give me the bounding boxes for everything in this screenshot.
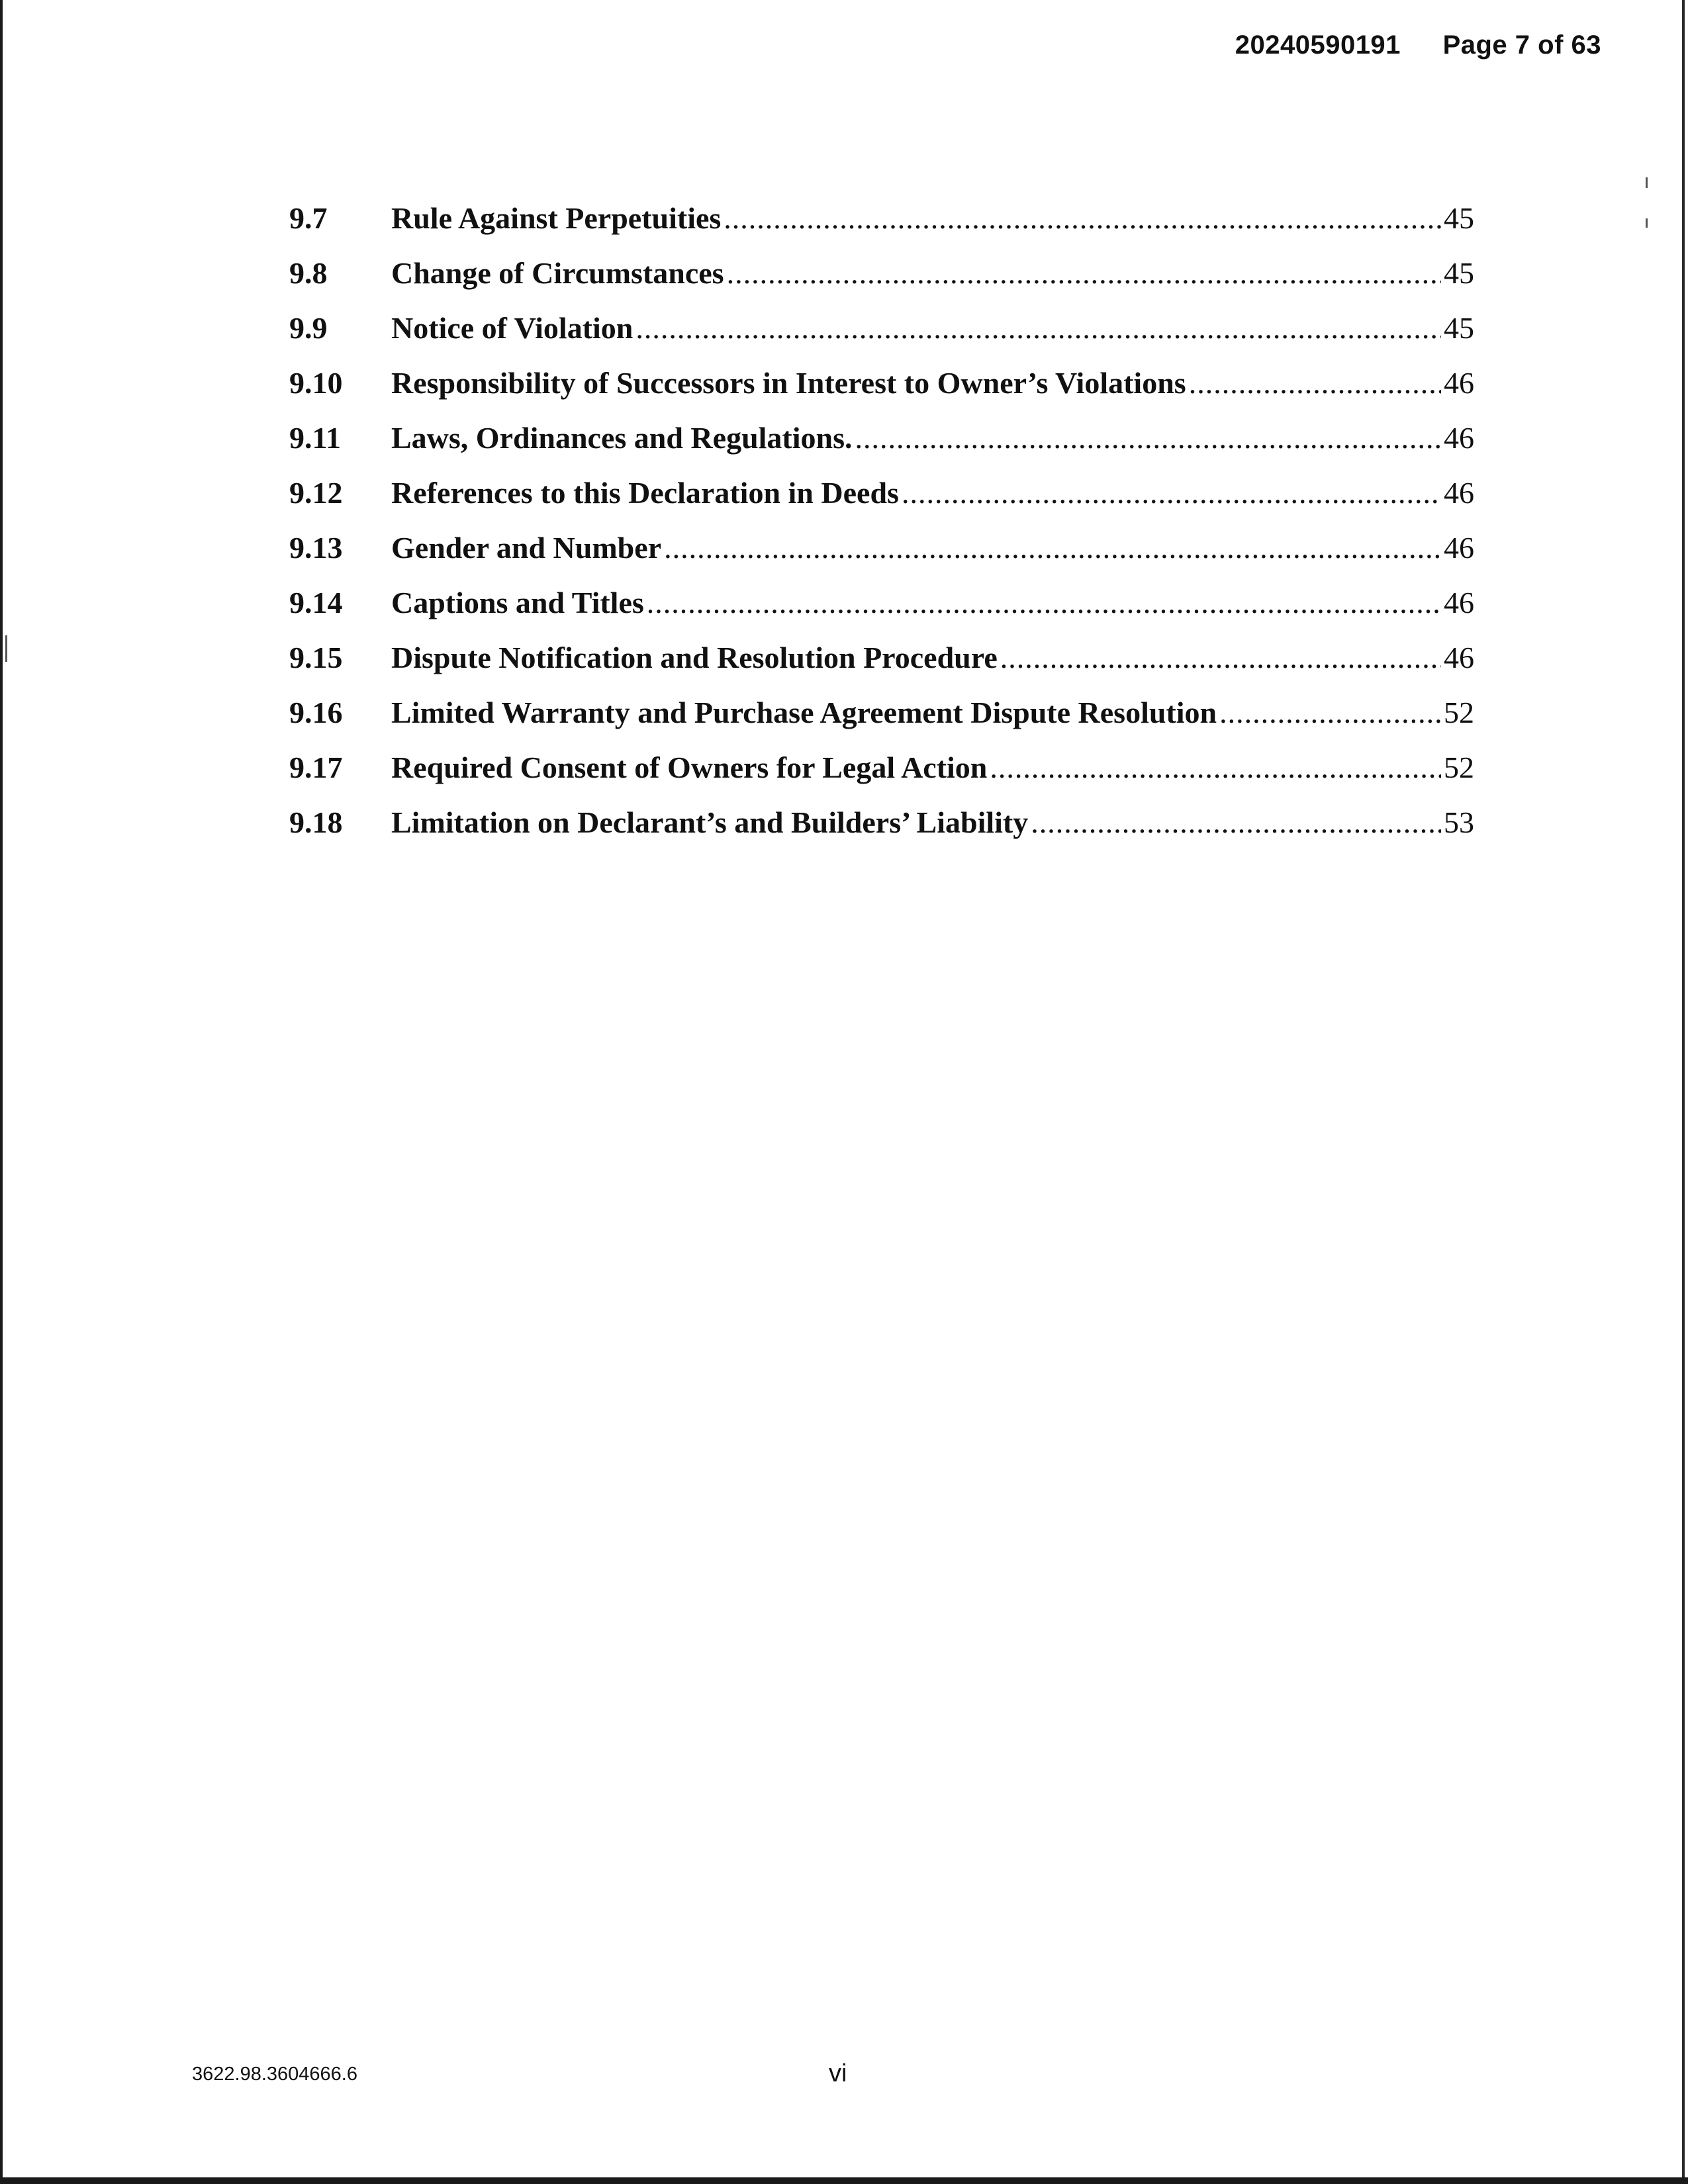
toc-entry-title: References to this Declaration in Deeds [391, 476, 899, 510]
toc-entry-number: 9.16 [289, 696, 343, 729]
toc-entry-page: 46 [1444, 586, 1474, 619]
toc-entry-number: 9.7 [289, 201, 328, 235]
footer-page-number: vi [829, 2060, 847, 2087]
toc-entry-number: 9.13 [289, 531, 343, 565]
toc-entry-number: 9.9 [289, 311, 328, 345]
toc-dot-leader [635, 310, 1441, 345]
toc-entry-title: Laws, Ordinances and Regulations. [391, 421, 853, 455]
scan-mark [1646, 218, 1648, 228]
scan-mark [5, 635, 7, 662]
toc-dot-leader [1189, 365, 1441, 400]
toc-entry [289, 255, 1474, 310]
toc-dot-leader [902, 475, 1441, 510]
toc-entry-page: 52 [1444, 696, 1474, 729]
toc-entry-page: 46 [1444, 366, 1474, 400]
toc-dot-leader [1000, 640, 1441, 675]
toc-entry [289, 640, 1474, 695]
toc-entry-page: 46 [1444, 476, 1474, 510]
toc-entry-page: 53 [1444, 805, 1474, 839]
toc-entry-number: 9.8 [289, 256, 328, 290]
toc-entry-page: 45 [1444, 311, 1474, 345]
toc-entry-title: Captions and Titles [391, 586, 644, 619]
toc-dot-leader [647, 585, 1441, 620]
toc-dot-leader [664, 530, 1441, 565]
toc-entry-title: Limitation on Declarant’s and Builders’ Liability [391, 805, 1029, 839]
toc-dot-leader [855, 420, 1441, 455]
toc-entry [289, 475, 1474, 530]
toc-entry [289, 420, 1474, 475]
toc-entry-title: Responsibility of Successors in Interest to Owner’s Violations [391, 366, 1186, 400]
toc-entry-number: 9.12 [289, 476, 343, 510]
toc-entry-page: 45 [1444, 201, 1474, 235]
page-label: Page 7 of 63 [1442, 30, 1601, 60]
scan-edge-right [1682, 0, 1685, 2184]
footer-document-id: 3622.98.3604666.6 [192, 2064, 357, 2085]
toc-dot-leader [1219, 695, 1441, 730]
document-number: 20240590191 [1235, 30, 1401, 60]
toc-entry-page: 46 [1444, 641, 1474, 674]
toc-entry-page: 46 [1444, 421, 1474, 455]
toc-entry [289, 585, 1474, 640]
toc-entry-number: 9.10 [289, 366, 343, 400]
toc-entry [289, 805, 1474, 860]
toc-entry-title: Dispute Notification and Resolution Procedure [391, 641, 998, 674]
toc-entry-page: 46 [1444, 531, 1474, 565]
toc-entry [289, 530, 1474, 585]
toc-entry-title: Notice of Violation [391, 311, 633, 345]
toc-entry-page: 52 [1444, 751, 1474, 784]
toc-entry-title: Gender and Number [391, 531, 662, 565]
toc-entry-title: Limited Warranty and Purchase Agreement Dispute Resolution [391, 696, 1217, 729]
toc-entry-page: 45 [1444, 256, 1474, 290]
toc-entry [289, 750, 1474, 805]
toc-entry-title: Change of Circumstances [391, 256, 724, 290]
toc-entry [289, 310, 1474, 365]
toc-entry-title: Rule Against Perpetuities [391, 201, 722, 235]
toc-entry-number: 9.14 [289, 586, 343, 619]
toc-entry-number: 9.11 [289, 421, 341, 455]
table-of-contents [289, 201, 1474, 860]
toc-entry-number: 9.18 [289, 805, 343, 839]
toc-entry-title: Required Consent of Owners for Legal Action [391, 751, 988, 784]
toc-dot-leader [724, 201, 1441, 236]
toc-dot-leader [1031, 805, 1441, 840]
toc-entry-number: 9.15 [289, 641, 343, 674]
toc-entry [289, 695, 1474, 750]
scan-edge-left [0, 0, 3, 2184]
toc-entry [289, 201, 1474, 255]
scan-mark [1646, 177, 1648, 188]
scan-edge-bottom [0, 2177, 1688, 2184]
toc-entry-number: 9.17 [289, 751, 343, 784]
page-header [1235, 30, 1601, 60]
toc-dot-leader [727, 255, 1441, 291]
toc-entry [289, 365, 1474, 420]
toc-dot-leader [990, 750, 1441, 785]
